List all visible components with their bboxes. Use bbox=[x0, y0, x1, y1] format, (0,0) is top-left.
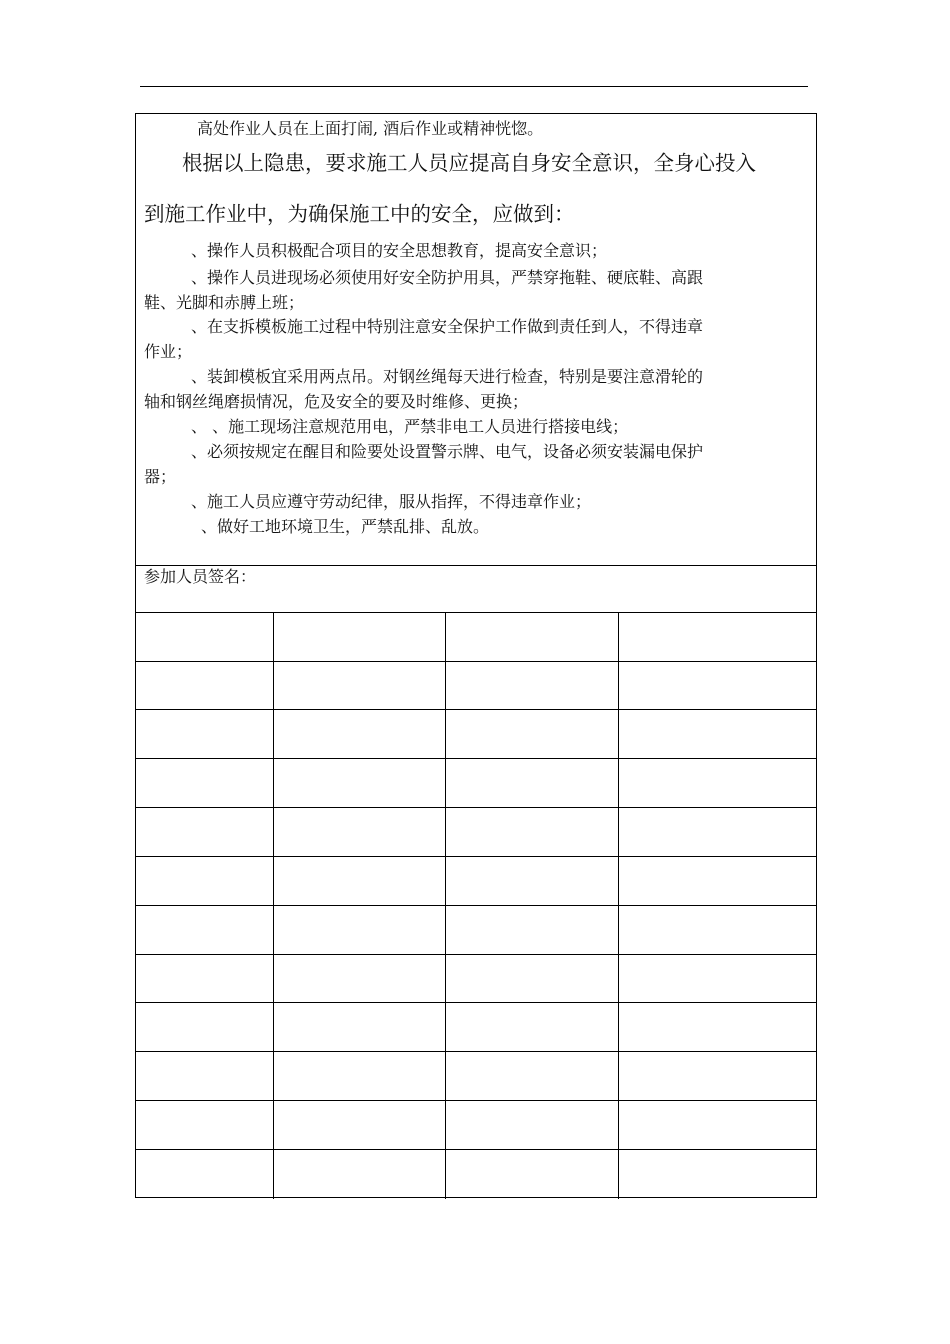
grid-row-line bbox=[136, 758, 816, 759]
heading-line-1: 根据以上隐患，要求施工人员应提高自身安全意识，全身心投入 bbox=[182, 151, 756, 175]
safety-content bbox=[136, 114, 816, 566]
signature-label-row bbox=[136, 565, 816, 613]
grid-row-line bbox=[136, 856, 816, 857]
grid-row-line bbox=[136, 954, 816, 955]
item-line: 、在支拆模板施工过程中特别注意安全保护工作做到责任到人，不得违章 bbox=[191, 317, 704, 336]
item-line: 作业； bbox=[144, 342, 193, 361]
item-line: 、必须按规定在醒目和险要处设置警示牌、电气，设备必须安装漏电保护 bbox=[191, 442, 704, 461]
item-line: 、操作人员积极配合项目的安全思想教育，提高安全意识； bbox=[191, 241, 608, 260]
form-table bbox=[135, 113, 817, 1198]
item-line: 、施工人员应遵守劳动纪律，服从指挥，不得违章作业； bbox=[191, 492, 592, 511]
grid-row-line bbox=[136, 1002, 816, 1003]
grid-row-line bbox=[136, 807, 816, 808]
grid-row-line bbox=[136, 661, 816, 662]
grid-row-line bbox=[136, 1051, 816, 1052]
heading-line-2: 到施工作业中，为确保施工中的安全，应做到： bbox=[144, 202, 575, 226]
item-line: 鞋、光脚和赤膊上班； bbox=[144, 293, 305, 312]
header-rule bbox=[140, 86, 808, 87]
item-line: 、操作人员进现场必须使用好安全防护用具，严禁穿拖鞋、硬底鞋、高跟 bbox=[191, 268, 704, 287]
grid-row-line bbox=[136, 1149, 816, 1150]
grid-row-line bbox=[136, 905, 816, 906]
signature-grid bbox=[136, 612, 816, 1199]
item-line: 、装卸模板宜采用两点吊。对钢丝绳每天进行检查，特别是要注意滑轮的 bbox=[191, 367, 704, 386]
intro-line: 高处作业人员在上面打闹, 酒后作业或精神恍惚。 bbox=[197, 119, 544, 138]
item-line: 器； bbox=[144, 467, 177, 486]
item-line: 、 、施工现场注意规范用电，严禁非电工人员进行搭接电线； bbox=[191, 417, 629, 436]
grid-row-line bbox=[136, 1100, 816, 1101]
signature-label: 参加人员签名： bbox=[144, 567, 257, 586]
grid-row-line bbox=[136, 709, 816, 710]
item-line: 轴和钢丝绳磨损情况，危及安全的要及时维修、更换； bbox=[144, 392, 529, 411]
item-line: 、做好工地环境卫生，严禁乱排、乱放。 bbox=[201, 517, 490, 536]
